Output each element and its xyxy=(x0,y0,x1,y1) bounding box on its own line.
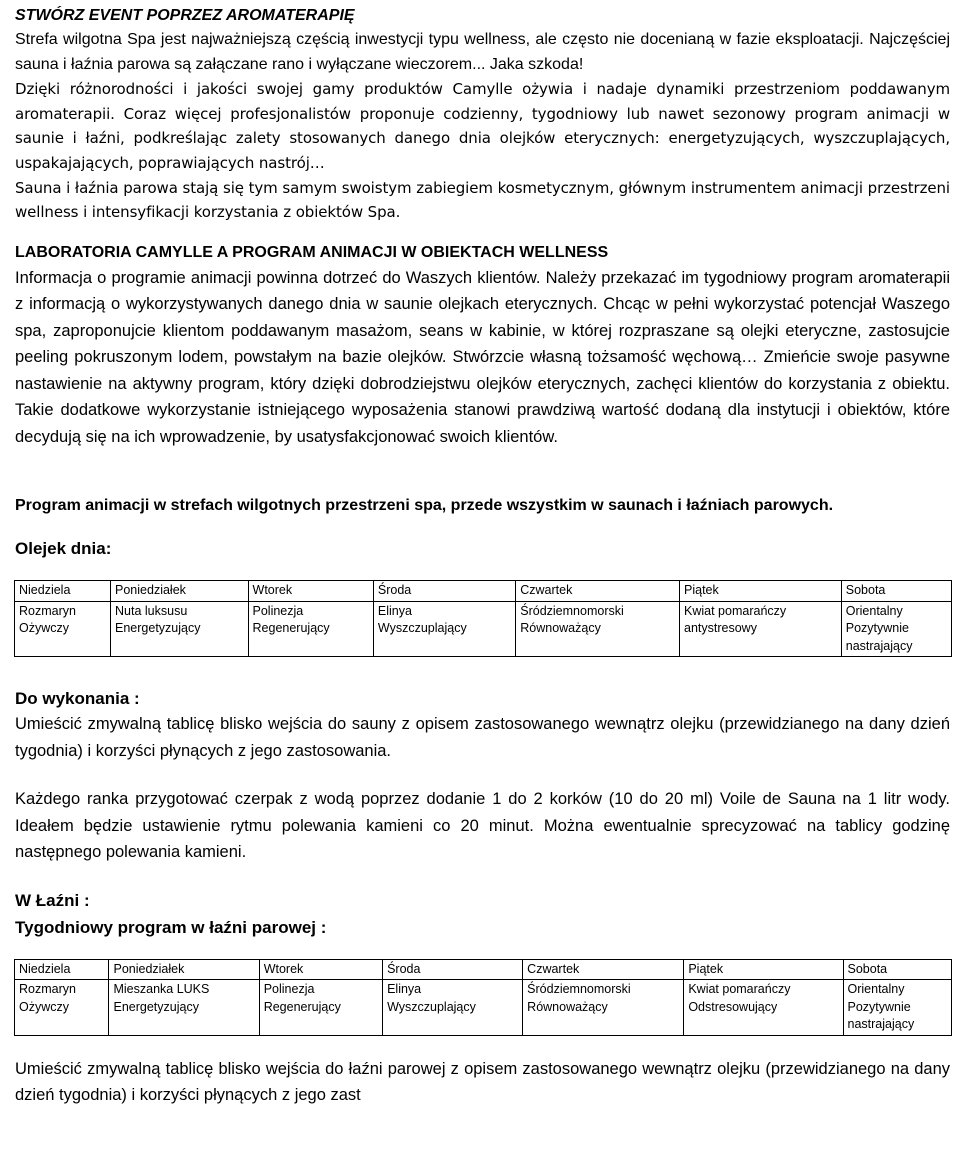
lazni-oil-cell-line: Mieszanka LUKS xyxy=(113,982,210,997)
intro-paragraph-2b: Coraz więcej profesjonalistów proponuje codzienny, tygodniowy lub nawet sezonowy program animacji w saunie i łaźni, podkreślając zalety stosowanych danego dnia olejków eterycznych: energetyzujących, wyszczuplających, uspakajających, poprawiających nastrój… xyxy=(15,104,950,172)
lazni-day-cell: Niedziela xyxy=(15,959,109,980)
program-heading: Program animacji w strefach wilgotnych przestrzeni spa, przede wszystkim w saunach i łaźniach parowych. xyxy=(15,497,834,515)
sauna-oil-cell xyxy=(111,601,249,657)
final-paragraph: Umieścić zmywalną tablicę blisko wejścia do łaźni parowej z opisem zastosowanego wewnątrz olejku (przewidzianego na dany dzień tygodnia) i korzyści płynących z jego zast xyxy=(15,1059,950,1105)
intro-paragraph-2 xyxy=(15,77,950,175)
lazni-oil-cell xyxy=(15,980,109,1036)
lazni-day-cell: Piątek xyxy=(684,959,843,980)
sauna-oil-cell-line: Nuta luksusu xyxy=(115,603,188,618)
lazni-oil-cell-line: Rozmaryn xyxy=(19,982,76,997)
do-wykonania-heading: Do wykonania : xyxy=(15,689,140,709)
sauna-oil-cell-line: Orientalny xyxy=(845,603,903,618)
sauna-day-cell: Niedziela xyxy=(15,581,111,602)
lazni-oil-cell xyxy=(383,980,523,1036)
sauna-day-cell: Sobota xyxy=(841,581,951,602)
intro-paragraph-1: Strefa wilgotna Spa jest najważniejszą częścią inwestycji typu wellness, ale często nie docenianą w fazie eksploatacji. Najczęściej sauna i łaźnia parowa są załączane rano i wyłączane wieczorem... Jaka szkoda! xyxy=(15,31,950,73)
lazni-oil-cell-line: Energetyzujący xyxy=(113,999,199,1014)
lazni-subheading: Tygodniowy program w łaźni parowej : xyxy=(15,917,327,937)
document-page xyxy=(15,0,950,1109)
lazni-oil-cell-line: nastrajający xyxy=(847,1017,915,1032)
sauna-oil-cell xyxy=(373,601,515,657)
lazni-oil-cell xyxy=(843,980,952,1036)
laboratoria-heading: LABORATORIA CAMYLLE A PROGRAM ANIMACJI W OBIEKTACH WELLNESS xyxy=(15,243,609,261)
sauna-oil-cell-line: Rozmaryn xyxy=(19,603,76,618)
sauna-oil-cell-line: antystresowy xyxy=(684,621,757,636)
lazni-oil-cell-line: Pozytywnie xyxy=(847,999,911,1014)
do-wykonania-paragraph-2: Każdego ranka przygotować czerpak z wodą poprzez dodanie 1 do 2 korków (10 do 20 ml) Voile de Sauna na 1 litr wody. Ideałem będzie ustawienie rytmu polewania kamieni co 20 minut. Można ewentualnie sprecyzować na tablicy godzinę następnego polewania kamieni. xyxy=(15,790,950,862)
lazni-day-cell: Poniedziałek xyxy=(109,959,259,980)
sauna-oils-row xyxy=(15,601,952,657)
sauna-day-cell: Środa xyxy=(373,581,515,602)
sauna-oil-cell-line: Ożywczy xyxy=(19,621,69,636)
lazni-oil-cell-line: Śródziemnomorski xyxy=(527,982,631,997)
sauna-oil-cell xyxy=(841,601,951,657)
sauna-oil-cell-line: Polinezja xyxy=(252,603,304,618)
w-lazni-heading: W Łaźni : xyxy=(15,890,90,910)
sauna-oil-cell xyxy=(680,601,842,657)
intro-paragraph-3: Sauna i łaźnia parowa stają się tym samym swoistym zabiegiem kosmetycznym, głównym instrumentem animacji przestrzeni wellness i intensyfikacji korzystania z obiektów Spa. xyxy=(15,178,950,222)
lazni-week-table xyxy=(14,959,952,1036)
lazni-oil-cell xyxy=(684,980,843,1036)
sauna-week-table xyxy=(14,580,952,657)
sauna-oil-cell-line: nastrajający xyxy=(845,638,913,653)
sauna-days-row xyxy=(15,581,952,602)
sauna-oil-cell-line: Kwiat pomarańczy xyxy=(684,603,787,618)
sauna-day-cell: Piątek xyxy=(680,581,842,602)
lazni-oil-cell-line: Orientalny xyxy=(847,982,905,997)
olejek-heading: Olejek dnia: xyxy=(15,539,112,559)
sauna-oil-cell xyxy=(248,601,373,657)
sauna-oil-cell xyxy=(15,601,111,657)
lazni-oil-cell xyxy=(109,980,259,1036)
lazni-oil-cell-line: Wyszczuplający xyxy=(387,999,476,1014)
laboratoria-body: Informacja o programie animacji powinna dotrzeć do Waszych klientów. Należy przekazać im tygodniowy program aromaterapii z informacją o wykorzystywanych danego dnia w saunie olejkach eterycznych. Chcąc w pełni wykorzystać potencjał Waszego spa, zaproponujcie klientom poddawanym masażom, seans w kabinie, w której rozpraszane są olejki eteryczne, zastosujcie peeling pokruszonym lodem, powstałym na bazie olejków. Stwórzcie własną tożsamość węchową… Zmieńcie swoje pasywne nastawienie na aktywny program, który dzięki dobrodziejstwu olejków eterycznych, zachęci klientów do korzystania z obiektu. Takie dodatkowe wykorzystanie istniejącego wyposażenia stanowi prawdziwą wartość dodaną dla instytucji i obiektów, które decydują się na ich wprowadzenie, by usatysfakcjonować swoich klientów. xyxy=(15,268,950,446)
lazni-day-cell: Środa xyxy=(383,959,523,980)
sauna-oil-cell-line: Równoważący xyxy=(520,621,601,636)
sauna-oil-cell-line: Wyszczuplający xyxy=(377,621,467,636)
lazni-oil-cell-line: Kwiat pomarańczy xyxy=(688,982,791,997)
lazni-oil-cell-line: Ożywczy xyxy=(19,999,69,1014)
lazni-oils-row xyxy=(15,980,952,1036)
lazni-oil-cell xyxy=(523,980,684,1036)
sauna-oil-cell-line: Pozytywnie xyxy=(845,621,909,636)
lazni-oil-cell xyxy=(259,980,382,1036)
sauna-oil-cell-line: Elinya xyxy=(377,603,412,618)
sauna-day-cell: Poniedziałek xyxy=(111,581,249,602)
lazni-day-cell: Czwartek xyxy=(523,959,684,980)
lazni-oil-cell-line: Równoważący xyxy=(527,999,608,1014)
lazni-day-cell: Wtorek xyxy=(259,959,382,980)
lazni-oil-cell-line: Elinya xyxy=(387,982,422,997)
intro-paragraph-2a: Dzięki różnorodności i jakości swojej gamy produktów Camylle ożywia i nadaje dynamiki przestrzeniom poddawanym aromaterapii. xyxy=(15,80,950,123)
lazni-oil-cell-line: Odstresowujący xyxy=(688,999,778,1014)
sauna-day-cell: Czwartek xyxy=(516,581,680,602)
do-wykonania-paragraph-1: Umieścić zmywalną tablicę blisko wejścia do sauny z opisem zastosowanego wewnątrz olejku (przewidzianego na dany dzień tygodnia) i korzyści płynących z jego zastosowania. xyxy=(15,715,950,760)
sauna-oil-cell-line: Regenerujący xyxy=(252,621,330,636)
sauna-oil-cell-line: Śródziemnomorski xyxy=(520,603,624,618)
lazni-oil-cell-line: Regenerujący xyxy=(263,999,341,1014)
sauna-oil-cell-line: Energetyzujący xyxy=(115,621,201,636)
sauna-oil-cell xyxy=(516,601,680,657)
sauna-day-cell: Wtorek xyxy=(248,581,373,602)
lazni-days-row xyxy=(15,959,952,980)
lazni-day-cell: Sobota xyxy=(843,959,952,980)
lazni-oil-cell-line: Polinezja xyxy=(263,982,315,997)
document-title: STWÓRZ EVENT POPRZEZ AROMATERAPIĘ xyxy=(15,7,355,24)
